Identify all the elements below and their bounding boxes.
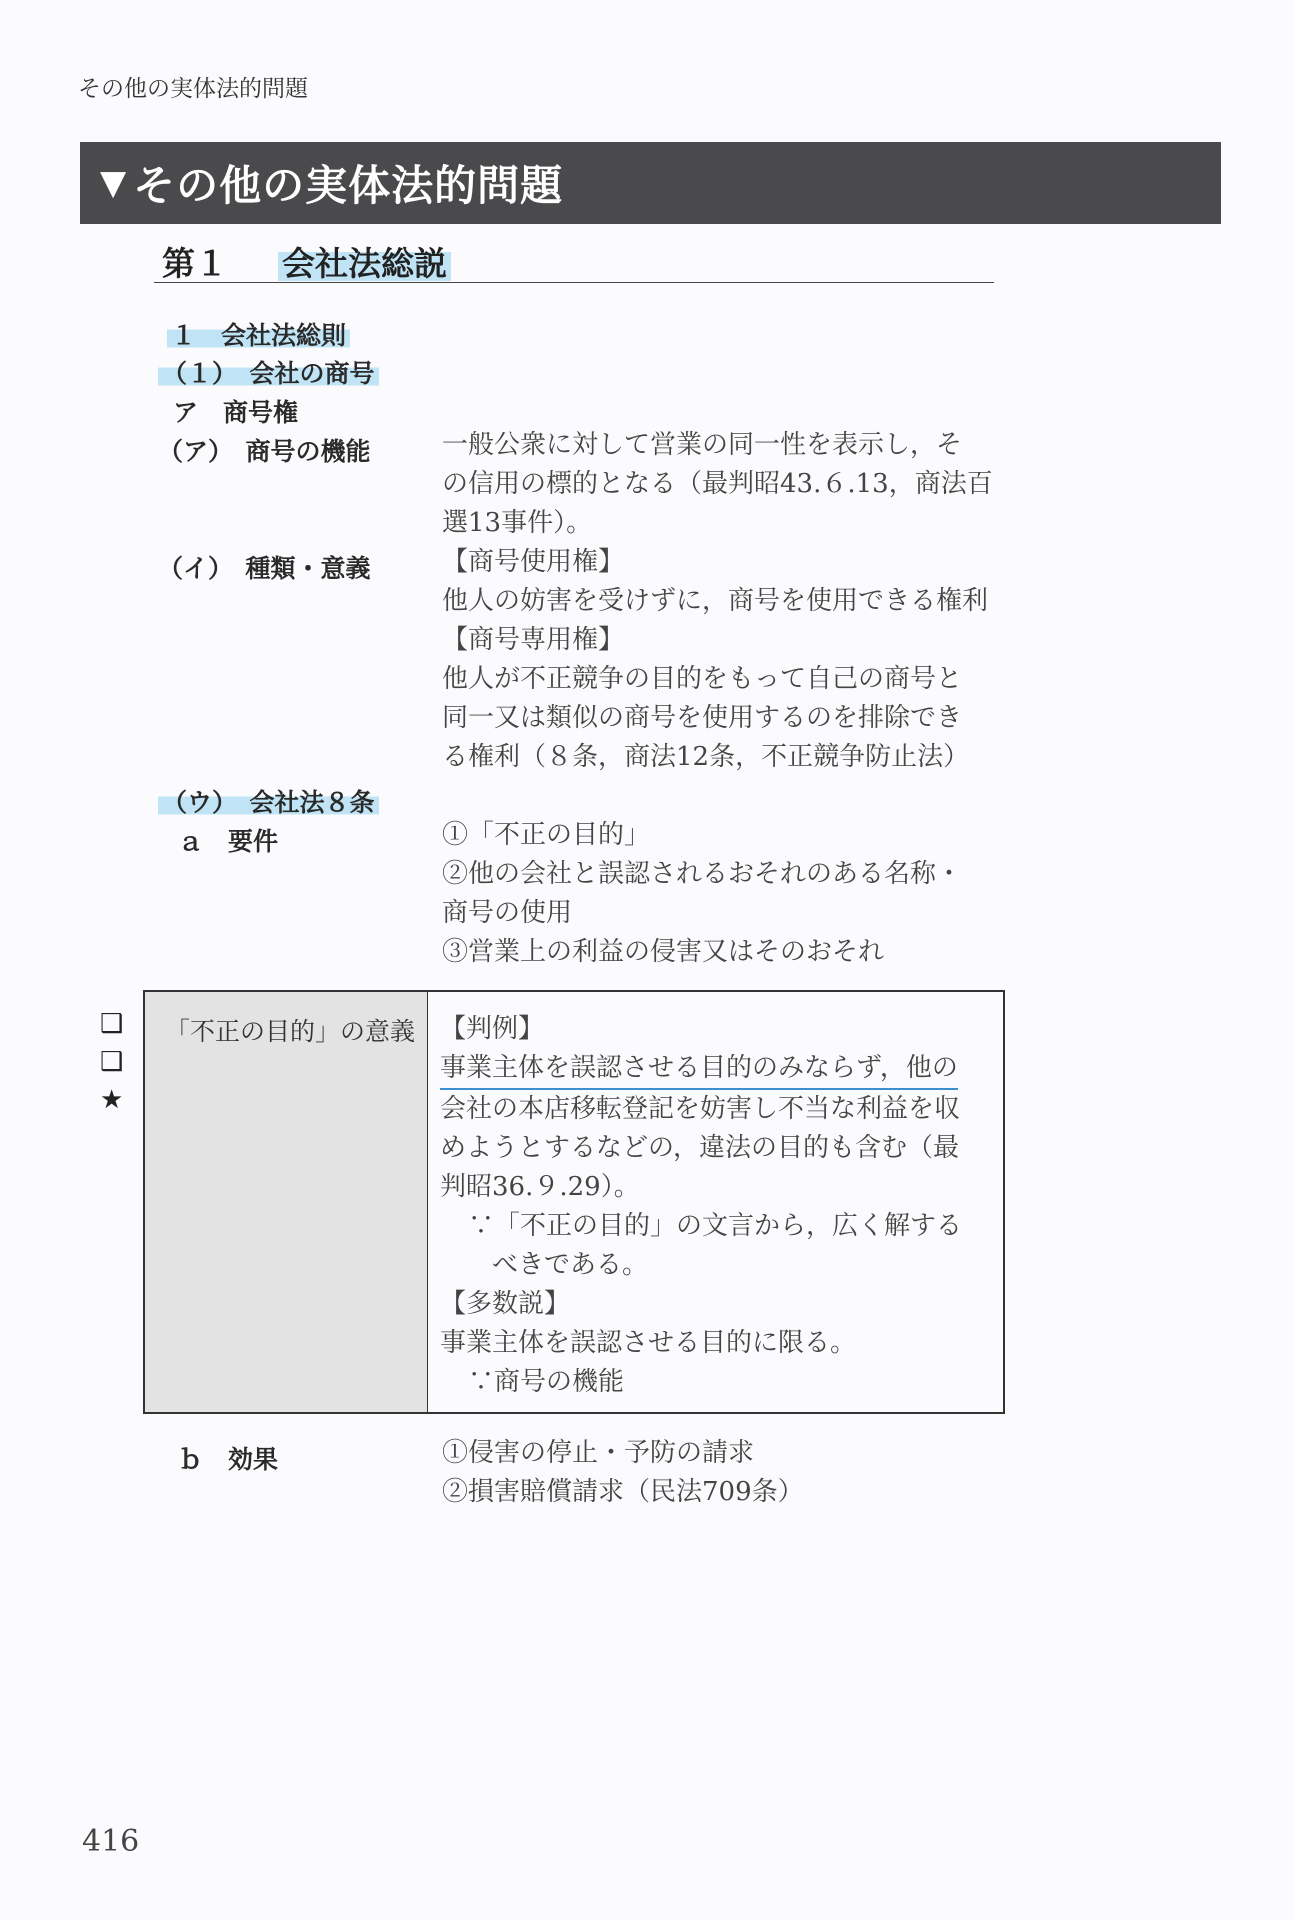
chapter-title-bar [80,142,1221,224]
item-body: ①侵害の停止・予防の請求 ②損害賠償請求（民法709条） [442,1438,804,1507]
outline-item: ア 商号権 [173,398,299,427]
issue-table [143,990,1005,1414]
issue-question-cell [145,992,428,1412]
item-label: ｂ 効果 [178,1445,279,1474]
item-body: 一般公衆に対して営業の同一性を表示し，そ の信用の標的となる（最判昭43.６.13，商法百 選13事件）。 [442,430,993,538]
chapter-title: その他の実体法的問題 [133,161,564,210]
checkbox-icon: ❑ [100,1009,124,1039]
item-label: （ア） 商号の機能 [158,437,371,466]
outline-item: １ 会社法総則 [167,316,350,352]
item-label: （イ） 種類・意義 [158,554,371,583]
triangle-down-icon: ▼ [100,163,128,203]
section-number: 第１ [162,244,228,283]
review-checkboxes [100,1005,123,1119]
outline-item: （１） 会社の商号 [158,354,379,390]
item-label: （ウ） 会社法８条 [158,783,379,819]
item-body: ①「不正の目的」 ②他の会社と誤認されるおそれのある名称・ 商号の使用 ③営業上の利益の侵害又はそのおそれ [442,820,963,967]
checkbox-icon: ❑ [100,1047,124,1077]
item-label: ａ 要件 [178,827,279,856]
item-body: 【商号使用権】 他人の妨害を受けずに，商号を使用できる権利 【商号専用権】 他人が不正競争の目的をもって自己の商号と 同一又は類似の商号を使用するのを排除でき る権利（８条，商法12条，不正競争防止法） [442,547,989,772]
page-number: 416 [82,1824,140,1859]
section-heading [154,232,994,283]
issue-answer-cell [428,992,1003,1412]
running-head: その他の実体法的問題 [78,76,308,102]
section-title: 会社法総説 [278,238,451,285]
issue-answer: 【判例】 事業主体を誤認させる目的のみならず，他の 会社の本店移転登記を妨害し不当な利益を収 めようとするなどの，違法の目的も含む（最 判昭36.９.29）。 ∵「不正の目的」の文言から，広く解する べきである。 【多数説】 事業主体を誤認させる目的に限る。 ∵商号の機能 [440,1014,963,1397]
issue-question: 「不正の目的」の意義 [165,1017,416,1046]
star-icon: ★ [100,1085,124,1115]
